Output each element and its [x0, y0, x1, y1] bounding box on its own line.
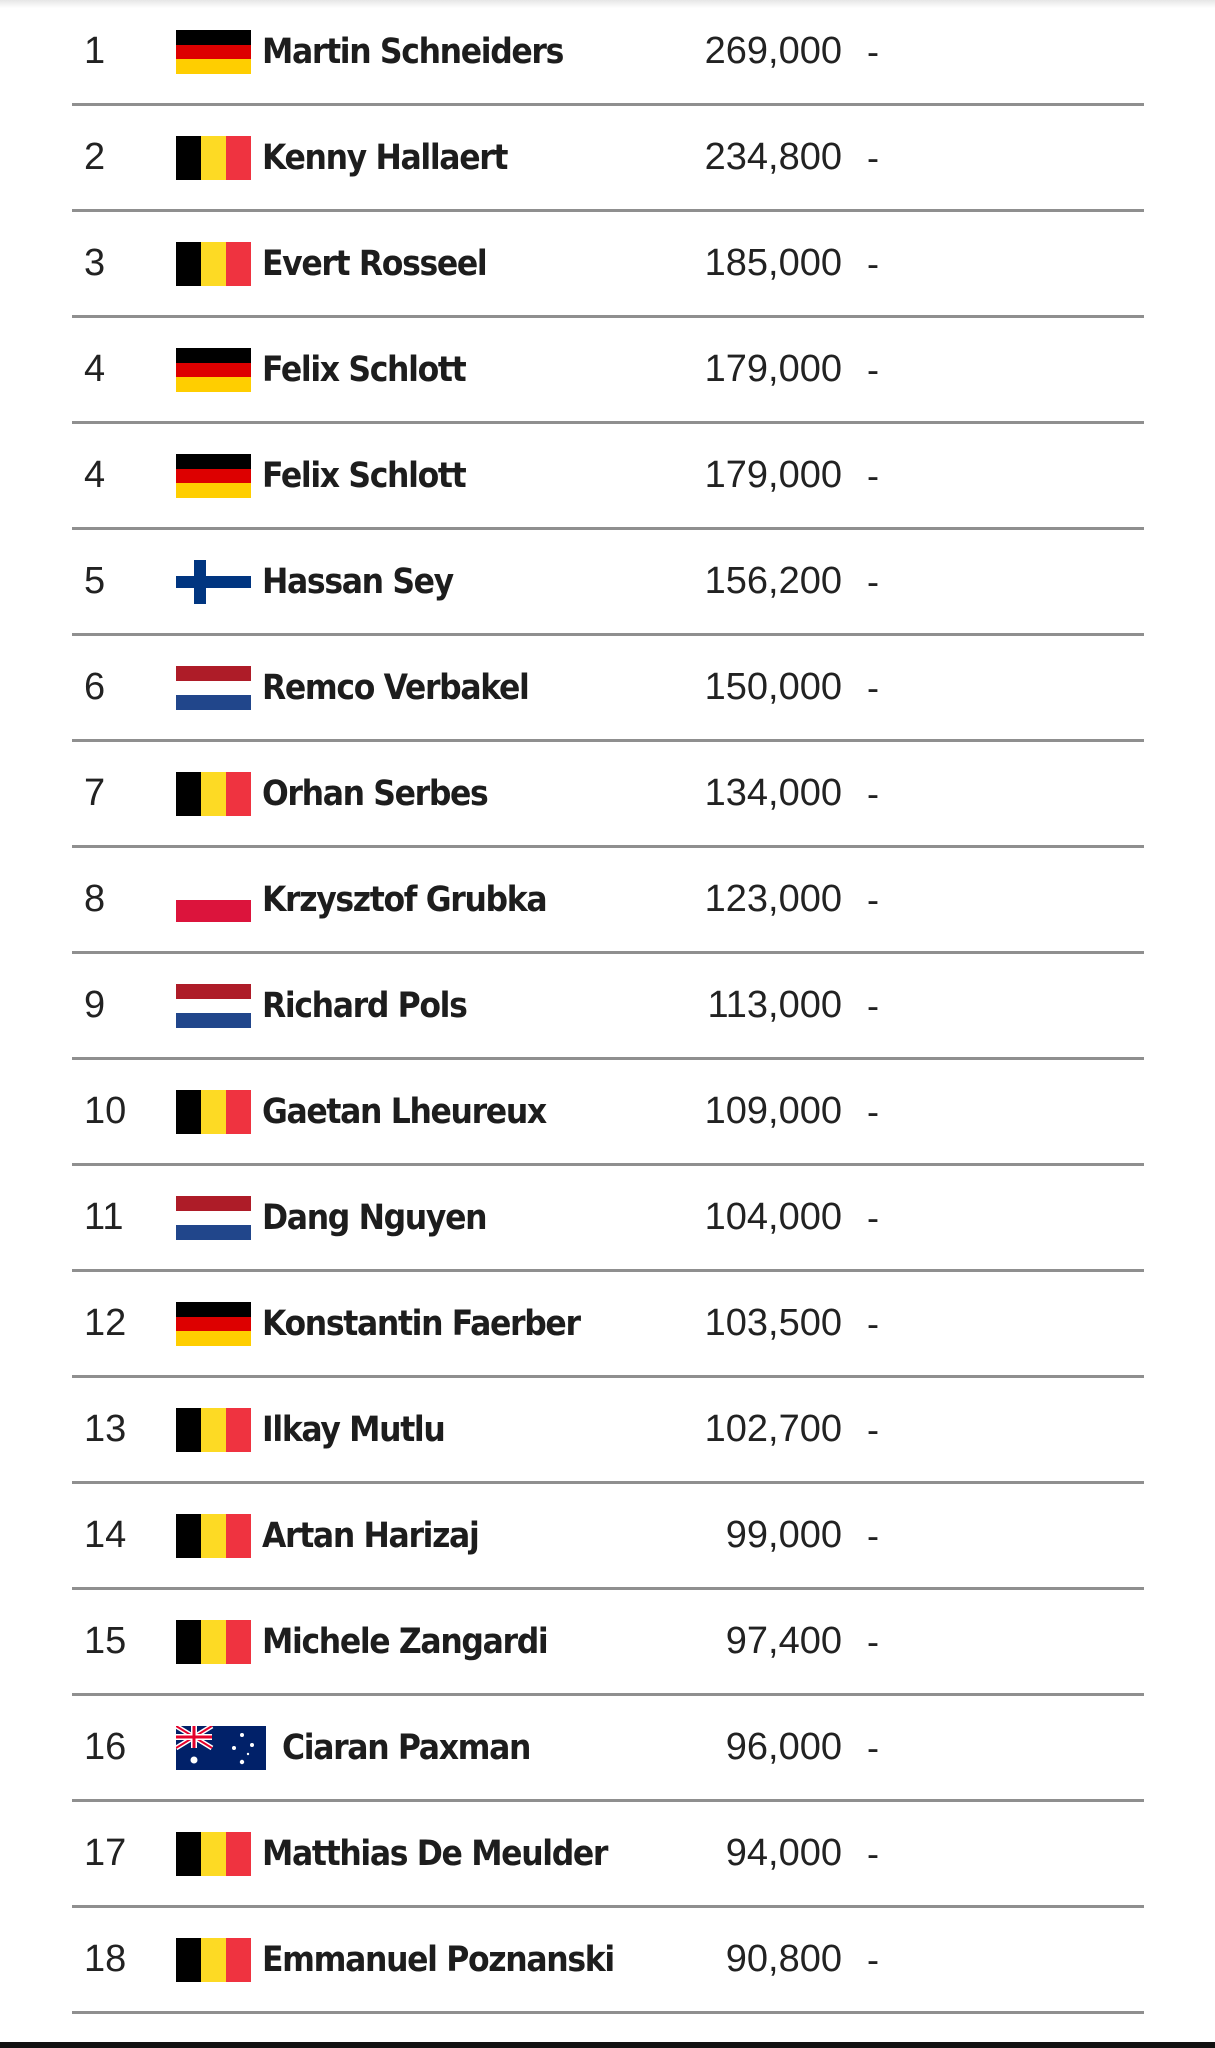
player-name[interactable]: Konstantin Faerber	[262, 1303, 580, 1344]
rank-cell: 2	[84, 136, 106, 178]
player-name[interactable]: Felix Schlott	[262, 455, 466, 496]
bottom-border	[0, 2042, 1215, 2048]
rank-cell: 16	[84, 1726, 127, 1768]
points-cell: 156,200	[704, 560, 842, 602]
flag-fi-icon	[176, 560, 251, 604]
player-name[interactable]: Kenny Hallaert	[262, 137, 508, 178]
table-row[interactable]	[72, 1802, 1144, 1908]
rank-cell: 4	[84, 454, 106, 496]
rank-cell: 1	[84, 30, 106, 72]
rank-cell: 17	[84, 1832, 127, 1874]
flag-nl-icon	[176, 666, 251, 710]
flag-pl-icon	[176, 878, 251, 922]
player-name[interactable]: Ilkay Mutlu	[262, 1409, 445, 1450]
change-cell: -	[867, 242, 879, 284]
rank-cell: 7	[84, 772, 106, 814]
table-row[interactable]	[72, 954, 1144, 1060]
change-cell: -	[867, 560, 879, 602]
table-row[interactable]	[72, 742, 1144, 848]
table-row[interactable]	[72, 1484, 1144, 1590]
change-cell: -	[867, 1302, 879, 1344]
flag-au-icon	[176, 1726, 266, 1770]
rank-cell: 14	[84, 1514, 127, 1556]
points-cell: 123,000	[704, 878, 842, 920]
table-row[interactable]	[72, 848, 1144, 954]
player-name[interactable]: Dang Nguyen	[262, 1197, 487, 1238]
points-cell: 179,000	[704, 348, 842, 390]
points-cell: 94,000	[725, 1832, 842, 1874]
ranking-table	[72, 0, 1144, 2014]
points-cell: 96,000	[725, 1726, 842, 1768]
rank-cell: 13	[84, 1408, 127, 1450]
table-row[interactable]	[72, 636, 1144, 742]
change-cell: -	[867, 1938, 879, 1980]
rank-cell: 11	[84, 1196, 124, 1238]
change-cell: -	[867, 1726, 879, 1768]
player-name[interactable]: Felix Schlott	[262, 349, 466, 390]
player-name[interactable]: Gaetan Lheureux	[262, 1091, 546, 1132]
flag-de-icon	[176, 348, 251, 392]
rank-cell: 18	[84, 1938, 127, 1980]
table-row[interactable]	[72, 1908, 1144, 2014]
points-cell: 104,000	[704, 1196, 842, 1238]
flag-be-icon	[176, 1090, 251, 1134]
rank-cell: 3	[84, 242, 106, 284]
table-row[interactable]	[72, 530, 1144, 636]
points-cell: 269,000	[704, 30, 842, 72]
table-row[interactable]	[72, 0, 1144, 106]
flag-nl-icon	[176, 1196, 251, 1240]
flag-be-icon	[176, 1832, 251, 1876]
points-cell: 113,000	[707, 984, 842, 1026]
table-row[interactable]	[72, 106, 1144, 212]
rank-cell: 4	[84, 348, 106, 390]
rank-cell: 12	[84, 1302, 127, 1344]
change-cell: -	[867, 30, 879, 72]
table-row[interactable]	[72, 1166, 1144, 1272]
change-cell: -	[867, 1620, 879, 1662]
flag-be-icon	[176, 242, 251, 286]
player-name[interactable]: Matthias De Meulder	[262, 1833, 608, 1874]
points-cell: 99,000	[725, 1514, 842, 1556]
player-name[interactable]: Orhan Serbes	[262, 773, 488, 814]
change-cell: -	[867, 1408, 879, 1450]
points-cell: 97,400	[725, 1620, 842, 1662]
points-cell: 103,500	[704, 1302, 842, 1344]
table-row[interactable]	[72, 1060, 1144, 1166]
points-cell: 185,000	[704, 242, 842, 284]
table-row[interactable]	[72, 318, 1144, 424]
change-cell: -	[867, 1514, 879, 1556]
player-name[interactable]: Michele Zangardi	[262, 1621, 548, 1662]
table-row[interactable]	[72, 1378, 1144, 1484]
change-cell: -	[867, 136, 879, 178]
rank-cell: 9	[84, 984, 106, 1026]
rank-cell: 8	[84, 878, 106, 920]
change-cell: -	[867, 772, 879, 814]
rank-cell: 10	[84, 1090, 127, 1132]
flag-be-icon	[176, 1938, 251, 1982]
player-name[interactable]: Krzysztof Grubka	[262, 879, 547, 920]
table-row[interactable]	[72, 212, 1144, 318]
table-row[interactable]	[72, 1272, 1144, 1378]
player-name[interactable]: Hassan Sey	[262, 561, 453, 602]
flag-de-icon	[176, 454, 251, 498]
change-cell: -	[867, 348, 879, 390]
player-name[interactable]: Martin Schneiders	[262, 31, 564, 72]
flag-be-icon	[176, 1408, 251, 1452]
points-cell: 90,800	[725, 1938, 842, 1980]
points-cell: 134,000	[704, 772, 842, 814]
flag-be-icon	[176, 1514, 251, 1558]
flag-de-icon	[176, 1302, 251, 1346]
points-cell: 234,800	[704, 136, 842, 178]
change-cell: -	[867, 1832, 879, 1874]
change-cell: -	[867, 1196, 879, 1238]
change-cell: -	[867, 1090, 879, 1132]
rank-cell: 6	[84, 666, 106, 708]
flag-be-icon	[176, 772, 251, 816]
change-cell: -	[867, 454, 879, 496]
rank-cell: 5	[84, 560, 106, 602]
flag-be-icon	[176, 136, 251, 180]
player-name[interactable]: Evert Rosseel	[262, 243, 487, 284]
player-name[interactable]: Artan Harizaj	[262, 1515, 479, 1556]
change-cell: -	[867, 666, 879, 708]
points-cell: 102,700	[704, 1408, 842, 1450]
change-cell: -	[867, 878, 879, 920]
player-name[interactable]: Richard Pols	[262, 985, 467, 1026]
points-cell: 150,000	[704, 666, 842, 708]
change-cell: -	[867, 984, 879, 1026]
flag-be-icon	[176, 1620, 251, 1664]
flag-nl-icon	[176, 984, 251, 1028]
player-name[interactable]: Remco Verbakel	[262, 667, 529, 708]
rank-cell: 15	[84, 1620, 127, 1662]
points-cell: 179,000	[704, 454, 842, 496]
table-row[interactable]	[72, 1696, 1144, 1802]
player-name[interactable]: Emmanuel Poznanski	[262, 1939, 614, 1980]
points-cell: 109,000	[704, 1090, 842, 1132]
table-row[interactable]	[72, 1590, 1144, 1696]
table-row[interactable]	[72, 424, 1144, 530]
player-name[interactable]: Ciaran Paxman	[282, 1727, 531, 1768]
flag-de-icon	[176, 30, 251, 74]
